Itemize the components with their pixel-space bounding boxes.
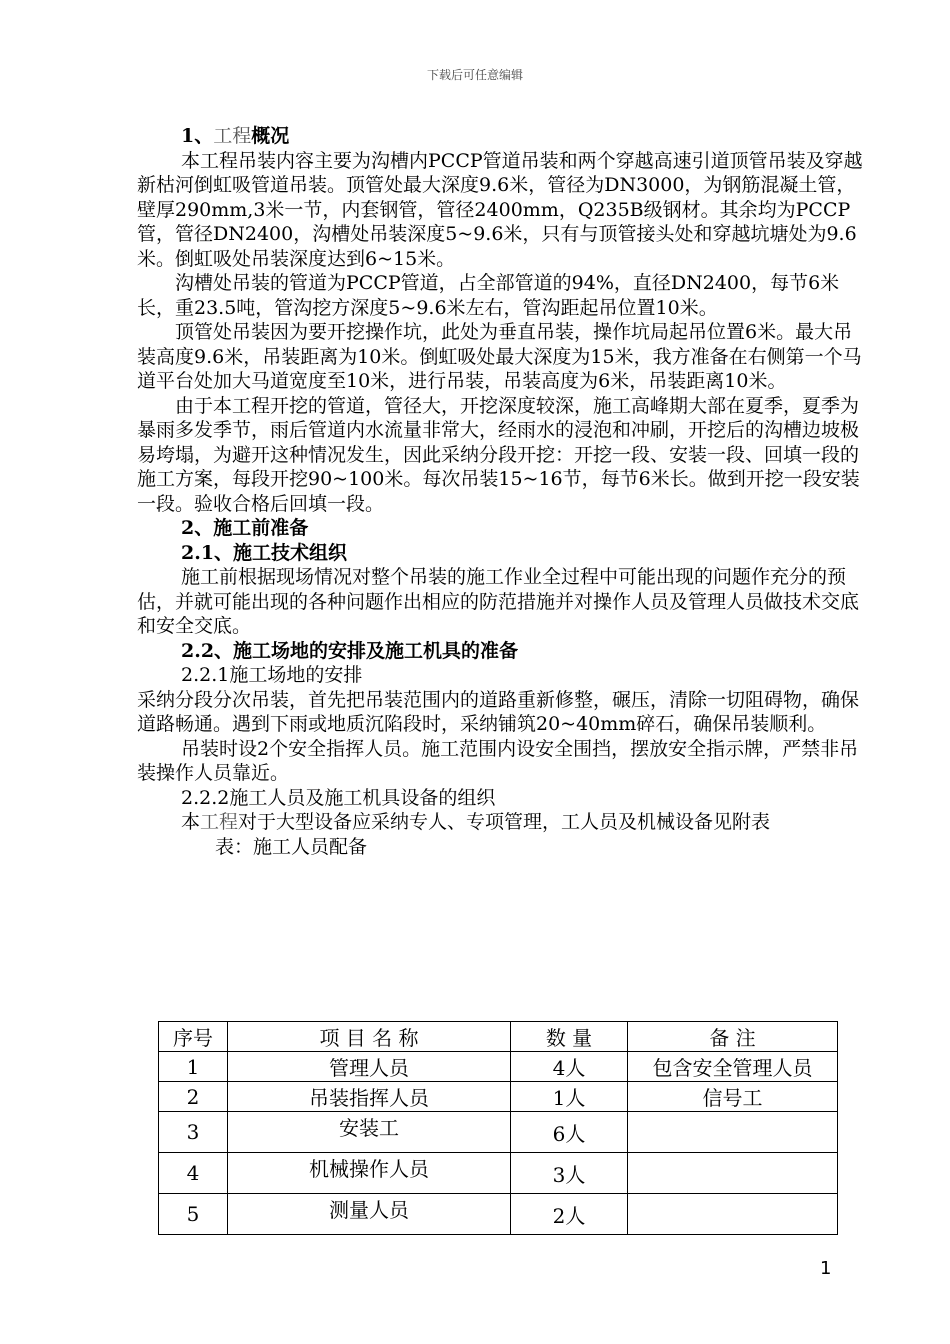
table-cell: 2人: [511, 1194, 628, 1235]
paragraph: [137, 810, 863, 835]
section-1-title-a: 工程: [213, 125, 252, 147]
table-cell: [628, 1153, 838, 1194]
header-cell: 数 量: [511, 1022, 628, 1052]
document-body: [137, 124, 863, 859]
paragraph: 由于本工程开挖的管道，管径大，开挖深度较深，施工高峰期大部在夏季，夏季为暴雨多发季节，雨后管道内水流量非常大，经雨水的浸泡和冲刷，开挖后的沟槽边坡极易垮塌，为避开这种情况发生，因此采纳分段开挖：开挖一段、安装一段、回填一段的施工方案，每段开挖90~100米。每次吊装15~16节，每节6米长。做到开挖一段安装一段。验收合格后回填一段。: [137, 394, 860, 515]
table-row: [159, 1082, 838, 1112]
table-header-row: [159, 1022, 838, 1052]
subsection-2-1-title: 2.1、施工技术组织: [181, 541, 348, 564]
table-cell: 3人: [511, 1153, 628, 1194]
paragraph: 施工前根据现场情况对整个吊装的施工作业全过程中可能出现的问题作充分的预估，并就可能出现的各种问题作出相应的防范措施并对操作人员及管理人员做技术交底和安全交底。: [137, 566, 860, 637]
paragraph: 本工程吊装内容主要为沟槽内PCCP管道吊装和两个穿越高速引道顶管吊装及穿越新枯河倒虹吸管道吊装。顶管处最大深度9.6米，管径为DN3000，为钢筋混凝土管，壁厚290mm,3米一节，内套钢管，管径2400mm，Q235B级钢材。其余均为PCCP管，管径DN2400，沟槽处吊装深度5~9.6米，只有与顶管接头处和穿越坑塘处为9.6米。倒虹吸处吊装深度达到6~15米。: [137, 149, 863, 270]
table-cell: 测量人员: [228, 1194, 511, 1235]
table-cell: 3: [159, 1112, 228, 1153]
table-cell: 包含安全管理人员: [628, 1052, 838, 1082]
page-header: 下载后可任意编辑: [426, 68, 523, 82]
table-cell: 机械操作人员: [228, 1153, 511, 1194]
paragraph: 吊装时设2个安全指挥人员。施工范围内设安全围挡，摆放安全指示牌，严禁非吊装操作人员靠近。: [137, 737, 859, 784]
header-cell: 项 目 名 称: [228, 1022, 511, 1052]
table-row: [159, 1194, 838, 1235]
section-1-title: [137, 124, 863, 149]
table-cell: 安装工: [228, 1112, 511, 1153]
staff-table: [158, 1021, 838, 1235]
table-cell: 管理人员: [228, 1052, 511, 1082]
table-row: [159, 1153, 838, 1194]
text-run: 工程: [200, 811, 239, 833]
section-1-title-b: 概况: [251, 125, 290, 147]
page-number: 1: [820, 1258, 832, 1279]
table-cell: 2: [159, 1082, 228, 1112]
subsection-2-2-1-title: 2.2.1施工场地的安排: [181, 664, 363, 686]
section-1-number: 1、: [181, 125, 214, 147]
header-cell: 序号: [159, 1022, 228, 1052]
table-cell: 1: [159, 1052, 228, 1082]
table-caption: 表：施工人员配备: [215, 835, 368, 858]
paragraph: 顶管处吊装因为要开挖操作坑，此处为垂直吊装，操作坑局起吊位置6米。最大吊装高度9.6米，吊装距离为10米。倒虹吸处最大深度为15米，我方准备在右侧第一个马道平台处加大马道宽度至10米，进行吊装，吊装高度为6米，吊装距离10米。: [137, 321, 862, 392]
paragraph: 采纳分段分次吊装，首先把吊装范围内的道路重新修整，碾压，清除一切阻碍物，确保道路畅通。遇到下雨或地质沉陷段时，采纳铺筑20~40mm碎石，确保吊装顺利。: [137, 688, 860, 735]
section-2-title: 2、施工前准备: [181, 517, 309, 539]
table-cell: 5: [159, 1194, 228, 1235]
table-cell: 信号工: [628, 1082, 838, 1112]
subsection-2-2-2-title: 2.2.2施工人员及施工机具设备的组织: [181, 786, 496, 809]
table-cell: 吊装指挥人员: [228, 1082, 511, 1112]
table-cell: 4: [159, 1153, 228, 1194]
table-cell: 4人: [511, 1052, 628, 1082]
table-cell: 1人: [511, 1082, 628, 1112]
header-cell: 备 注: [628, 1022, 838, 1052]
text-run: 对于大型设备应采纳专人、专项管理，工人员及机械设备见附表: [238, 811, 771, 833]
table-cell: [628, 1194, 838, 1235]
table-cell: [628, 1112, 838, 1153]
paragraph: 沟槽处吊装的管道为PCCP管道，占全部管道的94%，直径DN2400，每节6米长，重23.5吨，管沟挖方深度5~9.6米左右，管沟距起吊位置10米。: [137, 272, 840, 319]
table-cell: 6人: [511, 1112, 628, 1153]
subsection-2-2-title: 2.2、施工场地的安排及施工机具的准备: [181, 639, 519, 662]
text-run: 本: [181, 811, 201, 833]
table-row: [159, 1052, 838, 1082]
table-row: [159, 1112, 838, 1153]
